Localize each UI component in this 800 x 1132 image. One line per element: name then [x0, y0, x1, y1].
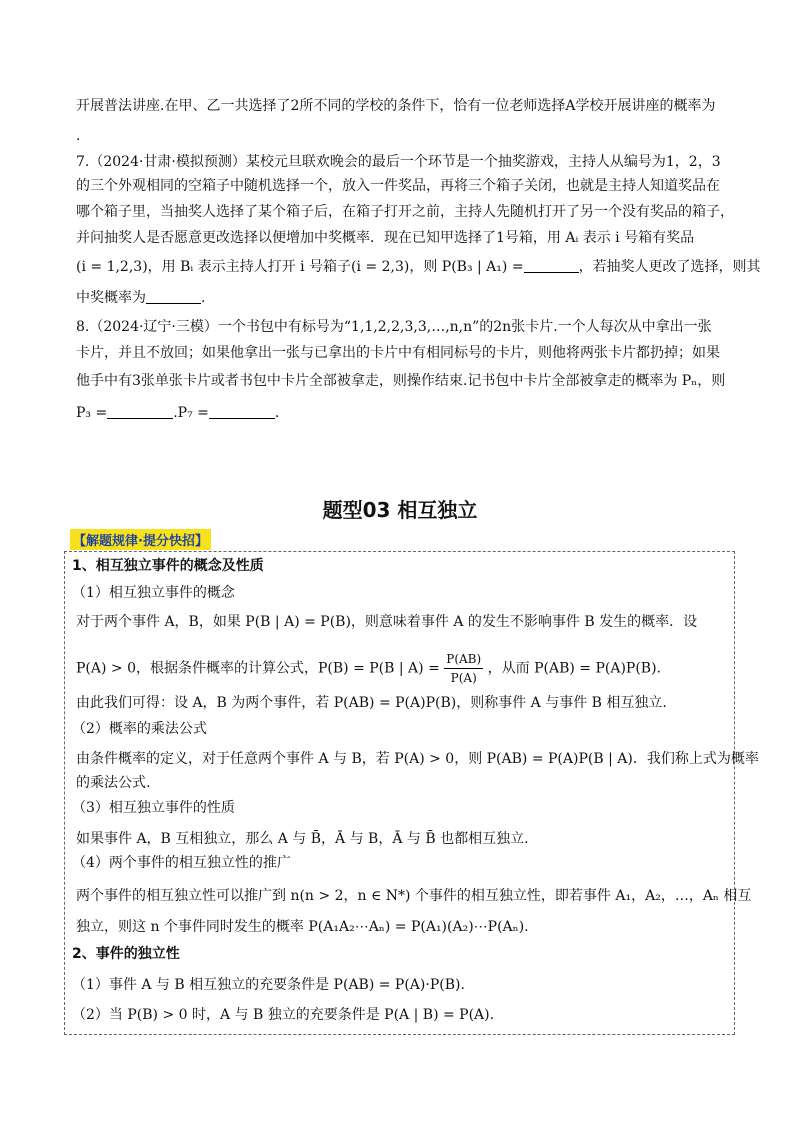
text-line: 独立，则这 n 个事件同时发生的概率 P(A₁A₂⋯Aₙ) = P(A₁)(A₂)⋯P(Aₙ).: [76, 919, 529, 935]
answer-blank[interactable]: [146, 289, 201, 304]
question-7-line-6: [76, 289, 205, 307]
text-segment: (i = 1,2,3)，用 Bᵢ 表示主持人打开 i 号箱子(i = 2,3)，则 P(B₃ | A₁) =: [76, 259, 524, 275]
question-8-line-4: [76, 404, 279, 422]
text-segment: P₃ =: [76, 405, 108, 421]
box-heading-2: 2、事件的独立性: [72, 946, 180, 962]
text-line: 如果事件 A，B 互相独立，那么 A 与 B̄，Ā 与 B，Ā 与 B̄ 也都相互独立.: [76, 831, 529, 847]
text-line: [76, 650, 661, 687]
answer-blank[interactable]: [209, 404, 275, 419]
fraction-numerator: P(AB): [444, 650, 483, 669]
question-7-line-3: 哪个箱子里，当抽奖人选择了某个箱子后，在箱子打开之前，主持人先随机打开了另一个没有奖品的箱子，: [76, 204, 734, 220]
question-7-line-5: [76, 258, 761, 276]
text-segment: ，从而 P(AB) = P(A)P(B).: [487, 660, 661, 677]
answer-blank[interactable]: [524, 258, 579, 273]
text-line: （2）当 P(B) > 0 时，A 与 B 独立的充要条件是 P(A | B) = P(A).: [72, 1007, 495, 1023]
subheading: （3）相互独立事件的性质: [72, 800, 235, 816]
text-line: 由此我们可得：设 A，B 为两个事件，若 P(AB) = P(A)P(B)，则称事件 A 与事件 B 相互独立.: [76, 695, 667, 711]
text-line: 两个事件的相互独立性可以推广到 n(n > 2，n ∈ N*) 个事件的相互独立性，即若事件 A₁，A₂，…，Aₙ 相互: [76, 888, 752, 904]
text-line: （1）事件 A 与 B 相互独立的充要条件是 P(AB) = P(A)·P(B).: [72, 977, 465, 993]
text-segment: .P₇ =: [173, 405, 209, 421]
text-line: 由条件概率的定义，对于任意两个事件 A 与 B，若 P(A) > 0，则 P(AB) = P(A)P(B | A)．我们称上式为概率: [76, 751, 759, 767]
text-segment: P(A) > 0，根据条件概率的计算公式，P(B) = P(B | A) =: [76, 660, 440, 677]
text-segment: .: [274, 405, 280, 421]
question-7-line-1: 7.（2024·甘肃·模拟预测）某校元旦联欢晚会的最后一个环节是一个抽奖游戏，主持人从编号为1，2，3: [76, 154, 721, 170]
text-line: 的乘法公式.: [76, 775, 151, 791]
subheading: （2）概率的乘法公式: [72, 721, 207, 737]
text-line: 开展普法讲座.在甲、乙一共选择了2所不同的学校的条件下，恰有一位老师选择A学校开展讲座的概率为: [76, 98, 716, 114]
fraction-denominator: P(A): [450, 671, 477, 685]
subheading: （1）相互独立事件的概念: [72, 585, 235, 601]
question-8-line-3: 他手中有3张单张卡片或者书包中卡片全部被拿走，则操作结束.记书包中卡片全部被拿走的概率为 Pₙ，则: [76, 373, 726, 389]
text-line: 对于两个事件 A，B，如果 P(B | A) = P(B)，则意味着事件 A 的发生不影响事件 B 发生的概率．设: [76, 614, 698, 630]
question-7-line-4: 并问抽奖人是否愿意更改选择以便增加中奖概率．现在已知甲选择了1号箱，用 Aᵢ 表示 i 号箱有奖品: [76, 230, 695, 246]
text-segment: ，若抽奖人更改了选择，则其: [578, 259, 761, 275]
text-segment: .: [201, 290, 206, 306]
question-8-line-1: 8.（2024·辽宁·三模）一个书包中有标号为“1,1,2,2,3,3,…,n,n”的2n张卡片.一个人每次从中拿出一张: [76, 319, 712, 335]
answer-blank[interactable]: [107, 404, 173, 419]
question-8-line-2: 卡片，并且不放回；如果他拿出一张与已拿出的卡片中有相同标号的卡片，则他将两张卡片都扔掉；如果: [76, 345, 720, 361]
question-7-line-2: 的三个外观相同的空箱子中随机选择一个，放入一件奖品，再将三个箱子关闭，也就是主持人知道奖品在: [76, 178, 720, 194]
tip-tag: 【解题规律·提分快招】: [70, 529, 211, 550]
fraction: [444, 650, 483, 687]
text-line: .: [76, 128, 81, 144]
subheading: （4）两个事件的相互独立性的推广: [72, 855, 291, 871]
section-title: 题型03 相互独立: [322, 498, 478, 522]
box-heading-1: 1、相互独立事件的概念及性质: [72, 558, 264, 574]
text-segment: 中奖概率为: [76, 290, 146, 306]
